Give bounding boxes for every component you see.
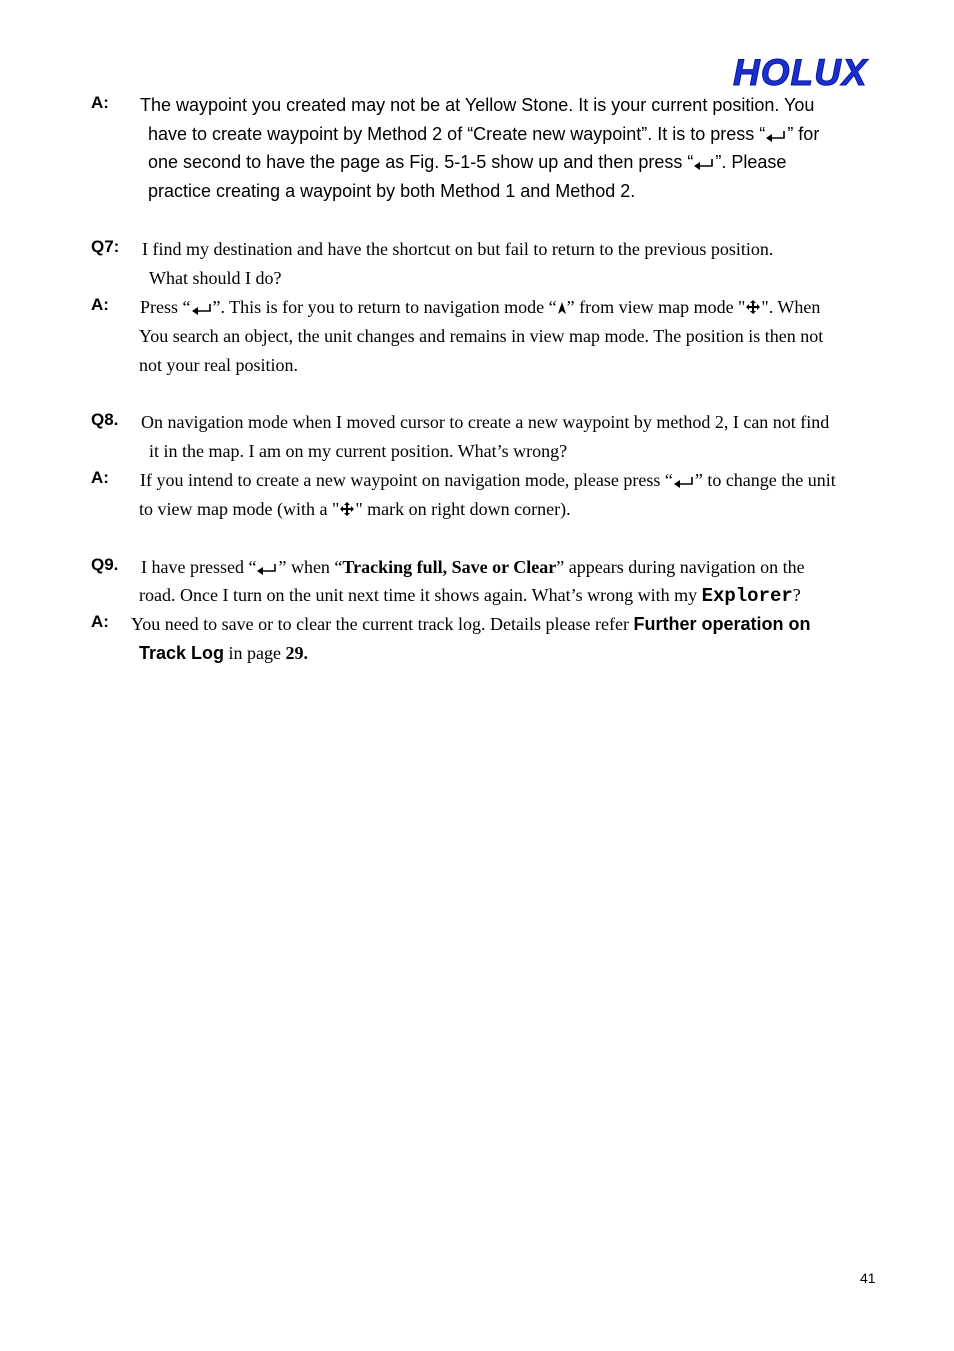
answer-label: A: — [91, 295, 109, 314]
holux-logo: HOLUX — [733, 52, 868, 93]
q8-question-line-1 — [0, 408, 954, 437]
q8-question-line-2 — [0, 437, 954, 466]
four-way-move-icon — [745, 295, 761, 324]
q7-answer-line-2 — [0, 322, 954, 351]
answer-text: You need to save or to clear the current track log. Details please refer Further operation on — [131, 614, 811, 634]
answer-text-line: practice creating a waypoint by both Method 1 and Method 2. — [148, 181, 636, 201]
q7-question-line-1 — [0, 235, 954, 264]
q6-answer-line-1 — [0, 91, 954, 120]
four-way-move-icon — [339, 497, 355, 526]
q7-answer-line-1 — [0, 293, 954, 322]
q9-answer-line-1 — [0, 610, 954, 639]
page-number: 41 — [860, 1270, 876, 1286]
question-text-line: road. Once I turn on the unit next time it shows again. What’s wrong with my Explorer? — [139, 585, 801, 607]
q6-answer-line-4 — [0, 177, 954, 206]
answer-text-line: one second to have the page as Fig. 5-1-5 show up and then press “ ”. Please — [148, 148, 786, 179]
navigation-arrow-icon — [557, 295, 567, 324]
enter-key-icon — [256, 555, 278, 584]
enter-key-icon — [693, 150, 715, 179]
page-reference: 29. — [285, 643, 309, 663]
q9-question-line-1 — [0, 553, 954, 582]
answer-text-line: to view map mode (with a " " mark on right down corner). — [139, 495, 571, 526]
answer-text-line: have to create waypoint by Method 2 of “Create new waypoint”. It is to press “ ” for — [148, 120, 819, 151]
question-text: On navigation mode when I moved cursor to create a new waypoint by method 2, I can not find — [141, 412, 830, 432]
answer-text: Press “ ”. This is for you to return to navigation mode “ ” from view map mode " ". When — [140, 293, 820, 324]
q7-answer-line-3 — [0, 351, 954, 380]
question-text: I have pressed “ ” when “Tracking full, Save or Clear” appears during navigation on the — [141, 553, 805, 584]
question-label: Q7: — [91, 237, 120, 256]
answer-text-line: not your real position. — [139, 355, 298, 375]
question-text: I find my destination and have the shortcut on but fail to return to the previous position. — [142, 239, 774, 259]
q9-question-line-2 — [0, 581, 954, 610]
question-text-line: it in the map. I am on my current position. What’s wrong? — [149, 441, 568, 461]
answer-label: A: — [91, 612, 109, 631]
enter-key-icon — [765, 122, 787, 151]
enter-key-icon — [673, 468, 695, 497]
question-text-line: What should I do? — [149, 268, 282, 288]
answer-text: If you intend to create a new waypoint on navigation mode, please press “ ” to change the unit — [140, 466, 836, 497]
answer-text-line: Track Log in page 29. — [139, 643, 309, 663]
enter-key-icon — [191, 295, 213, 324]
q6-answer-line-3 — [0, 148, 954, 177]
answer-label: A: — [91, 93, 109, 112]
question-label: Q9. — [91, 555, 119, 574]
tracking-full-message: Tracking full, Save or Clear — [342, 557, 557, 577]
q8-answer-line-1 — [0, 466, 954, 495]
q6-answer-line-2 — [0, 120, 954, 149]
q7-question-line-2 — [0, 264, 954, 293]
section-reference: Further operation on — [633, 614, 811, 634]
question-label: Q8. — [91, 410, 119, 429]
q9-answer-line-2 — [0, 639, 954, 668]
product-name: Explorer — [701, 585, 793, 607]
answer-label: A: — [91, 468, 109, 487]
answer-text: The waypoint you created may not be at Yellow Stone. It is your current position. You — [140, 95, 815, 115]
q8-answer-line-2 — [0, 495, 954, 524]
answer-text-line: You search an object, the unit changes and remains in view map mode. The position is then not — [139, 326, 824, 346]
section-reference: Track Log — [139, 643, 225, 663]
